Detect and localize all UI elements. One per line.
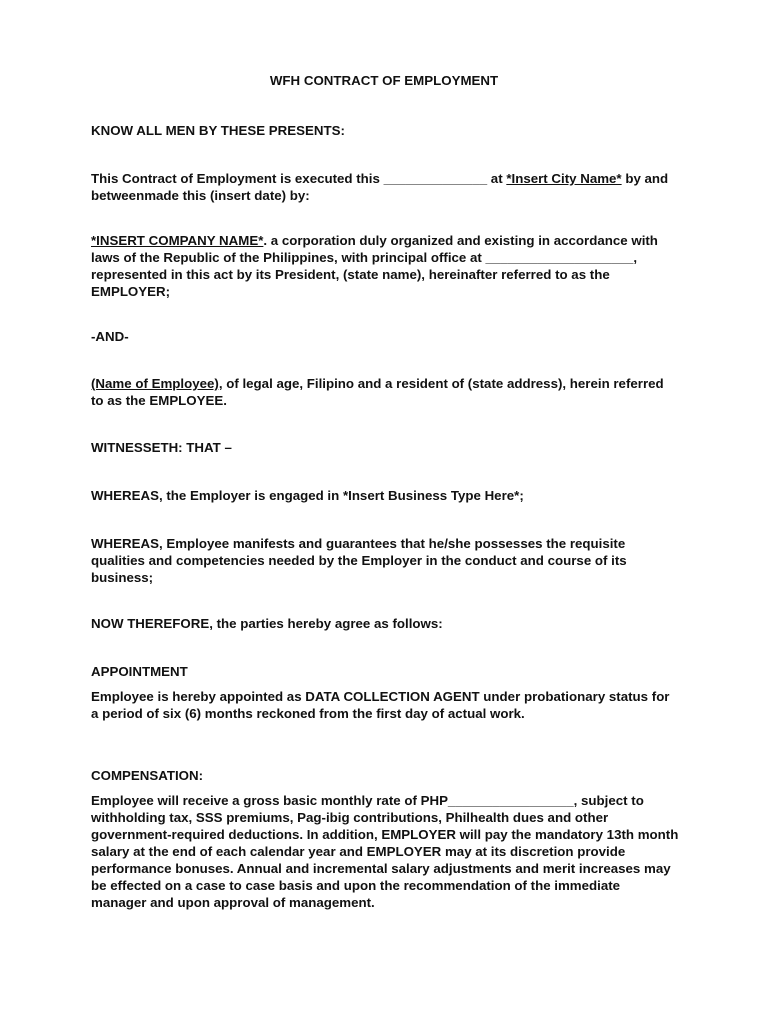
and-separator: -AND- [91,329,129,344]
compensation-heading: COMPENSATION: [91,768,204,783]
witnesseth-heading: WITNESSETH: THAT – [91,440,232,455]
employee-name-placeholder: (Name of Employee) [91,376,219,391]
employee-paragraph [91,375,679,409]
now-therefore-paragraph: NOW THEREFORE, the parties hereby agree as follows: [91,616,443,631]
employer-text: . a corporation duly organized and existing in accordance with laws of the Republic of the Philippines, with principal office at ____________________, represented in this act by its President, (state name), hereinafter referred to as the EMPLOYER; [91,233,658,299]
appointment-paragraph: Employee is hereby appointed as DATA COLLECTION AGENT under probationary status for a period of six (6) months reckoned from the first day of actual work. [91,689,670,721]
intro-text-pre: This Contract of Employment is executed this ______________ at [91,171,507,186]
intro-text-post: by and betweenmade this (insert date) by: [91,171,669,203]
know-all-heading: KNOW ALL MEN BY THESE PRESENTS: [91,123,345,138]
whereas-qualities-paragraph: WHEREAS, Employee manifests and guarantees that he/she possesses the requisite qualities and competencies needed by the Employer in the conduct and course of its business; [91,536,627,585]
appointment-heading: APPOINTMENT [91,664,188,679]
company-name-placeholder: *INSERT COMPANY NAME* [91,233,264,248]
employer-paragraph [91,232,679,300]
document-title: WFH CONTRACT OF EMPLOYMENT [269,73,499,88]
whereas-business-paragraph: WHEREAS, the Employer is engaged in *Insert Business Type Here*; [91,488,524,503]
city-placeholder: *Insert City Name* [506,171,622,186]
intro-paragraph [91,170,679,204]
compensation-paragraph: Employee will receive a gross basic monthly rate of PHP_________________, subject to withholding tax, SSS premiums, Pag-ibig contributions, Philhealth dues and other government-required deductions. In addition, EMPLOYER will pay the mandatory 13th month salary at the end of each calendar year and EMPLOYER may at its discretion provide performance bonuses. Annual and incremental salary adjustments and merit increases may be effected on a case to case basis and upon the recommendation of the immediate manager and upon approval of management. [91,793,679,910]
employee-text: , of legal age, Filipino and a resident of (state address), herein referred to as the EMPLOYEE. [91,376,664,408]
